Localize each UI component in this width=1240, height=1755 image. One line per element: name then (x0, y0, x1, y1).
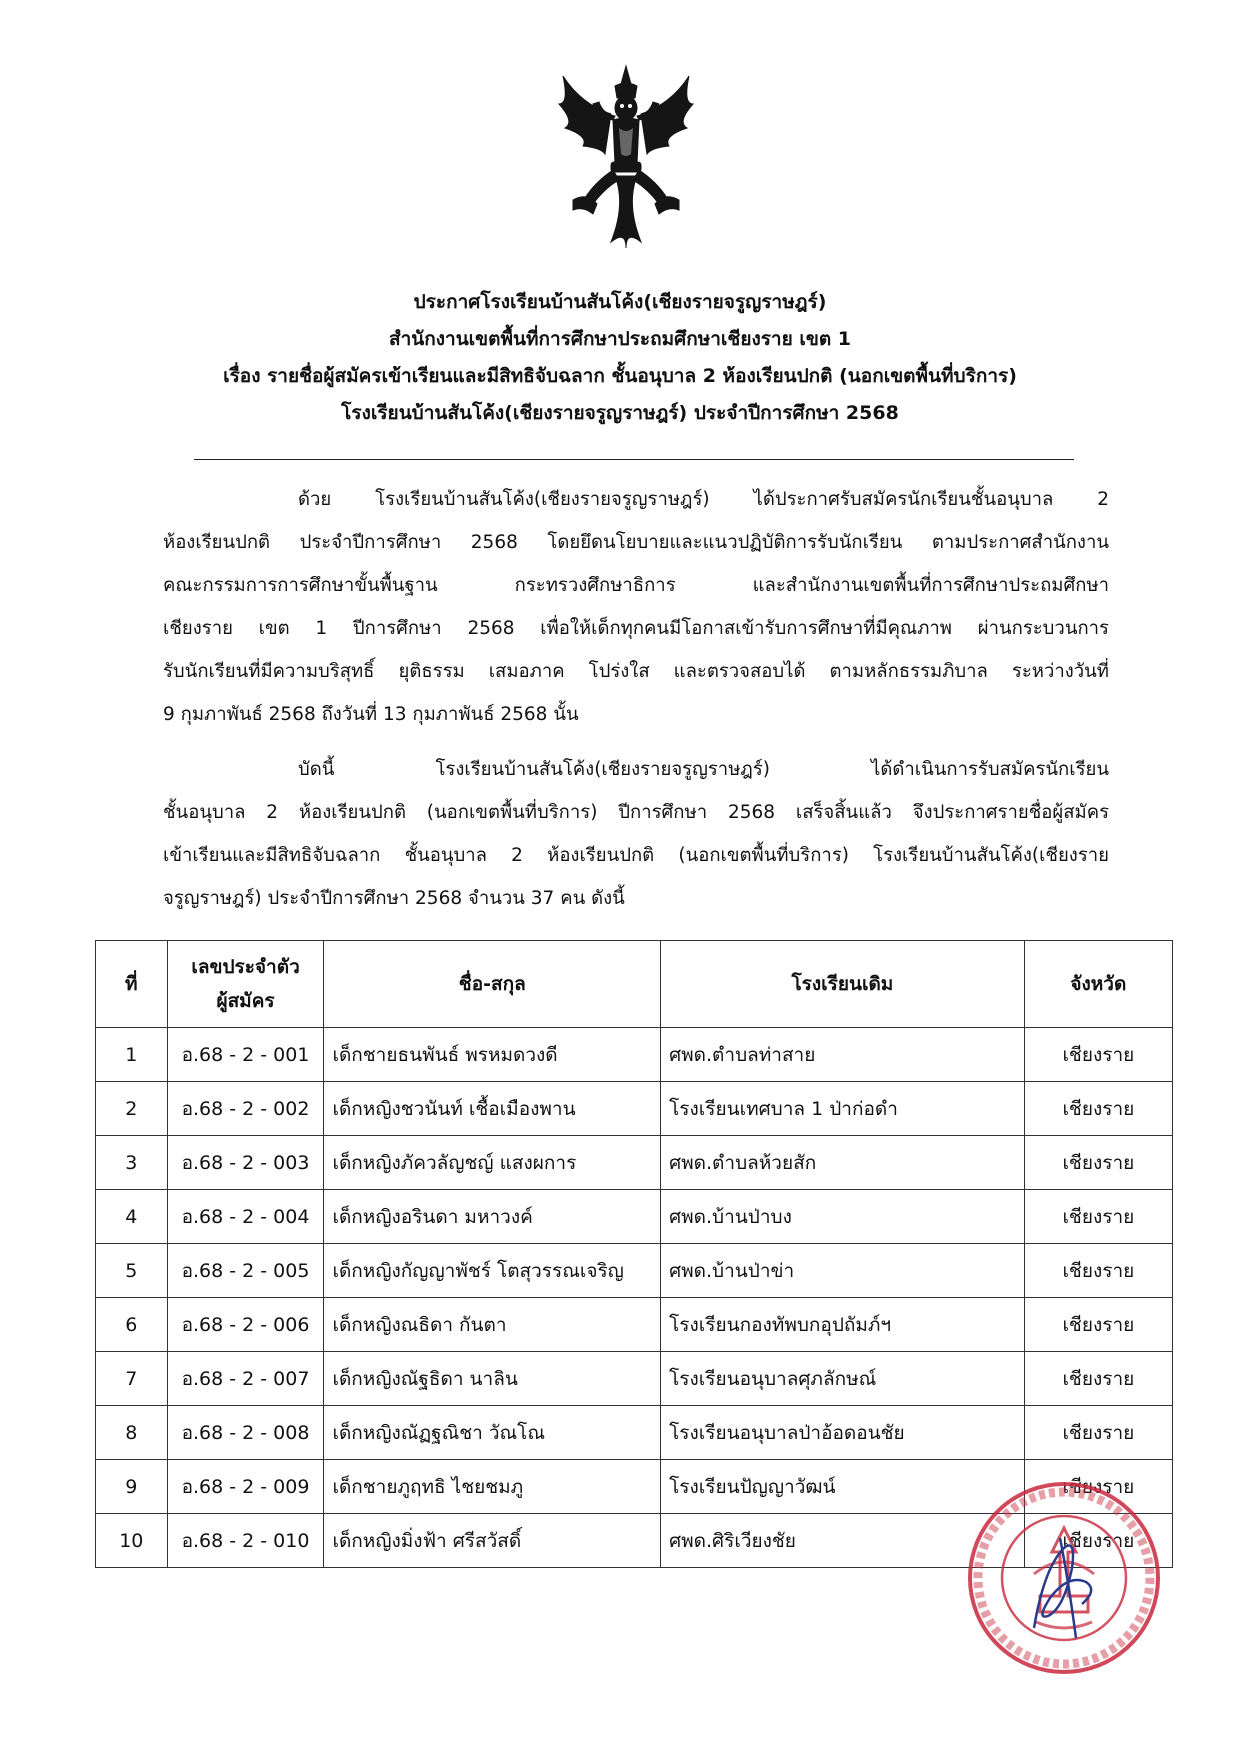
cell-applicant-id: อ.68 - 2 - 001 (167, 1028, 324, 1082)
announcement-body (163, 478, 1109, 920)
cell-previous-school: โรงเรียนอนุบาลป่าอ้อดอนชัย (661, 1406, 1025, 1460)
cell-no: 6 (96, 1298, 168, 1352)
header-province: จังหวัด (1024, 941, 1172, 1028)
cell-name: เด็กหญิงชวนันท์ เชื้อเมืองพาน (324, 1082, 661, 1136)
cell-province: เชียงราย (1024, 1352, 1172, 1406)
cell-name: เด็กหญิงมิ่งฟ้า ศรีสวัสดิ์ (324, 1514, 661, 1568)
cell-previous-school: ศพด.ศิริเวียงชัย (661, 1514, 1025, 1568)
table-header-row (96, 941, 1173, 1028)
cell-name: เด็กหญิงอรินดา มหาวงค์ (324, 1190, 661, 1244)
header-subject: เรื่อง รายชื่อผู้สมัครเข้าเรียนและมีสิทธิจับฉลาก ชั้นอนุบาล 2 ห้องเรียนปกติ (นอกเขตพื้นที่บริการ) (223, 365, 1017, 387)
cell-no: 1 (96, 1028, 168, 1082)
cell-name: เด็กชายภูฤทธิ ไชยชมภู (324, 1460, 661, 1514)
header-applicant-id (167, 941, 324, 1028)
garuda-emblem-icon (553, 64, 699, 248)
cell-previous-school: ศพด.ตำบลห้วยสัก (661, 1136, 1025, 1190)
cell-province: เชียงราย (1024, 1028, 1172, 1082)
cell-no: 8 (96, 1406, 168, 1460)
table-row (96, 1406, 1173, 1460)
school-seal-stamp-icon (964, 1478, 1164, 1678)
table-row (96, 1082, 1173, 1136)
paragraph-1-line: ด้วย โรงเรียนบ้านสันโค้ง(เชียงรายจรูญราษฎร์) ได้ประกาศรับสมัครนักเรียนชั้นอนุบาล 2 (298, 489, 1109, 510)
cell-no: 4 (96, 1190, 168, 1244)
paragraph-1-line: เชียงราย เขต 1 ปีการศึกษา 2568 เพื่อให้เด็กทุกคนมีโอกาสเข้ารับการศึกษาที่มีคุณภาพ ผ่านกระบวนการ (163, 618, 1109, 639)
cell-applicant-id: อ.68 - 2 - 010 (167, 1514, 324, 1568)
cell-applicant-id: อ.68 - 2 - 007 (167, 1352, 324, 1406)
cell-no: 5 (96, 1244, 168, 1298)
cell-province: เชียงราย (1024, 1460, 1172, 1514)
cell-applicant-id: อ.68 - 2 - 003 (167, 1136, 324, 1190)
table-row (96, 1298, 1173, 1352)
cell-name: เด็กหญิงณัฐธิดา นาลิน (324, 1352, 661, 1406)
header-applicant-id-line2: ผู้สมัคร (216, 990, 275, 1012)
cell-no: 7 (96, 1352, 168, 1406)
announcement-header (120, 284, 1120, 432)
cell-province: เชียงราย (1024, 1406, 1172, 1460)
cell-no: 3 (96, 1136, 168, 1190)
cell-applicant-id: อ.68 - 2 - 004 (167, 1190, 324, 1244)
paragraph-2-line: บัดนี้ โรงเรียนบ้านสันโค้ง(เชียงรายจรูญราษฎร์) ได้ดำเนินการรับสมัครนักเรียน (298, 759, 1109, 780)
table-row (96, 1244, 1173, 1298)
header-name: ชื่อ-สกุล (324, 941, 661, 1028)
cell-name: เด็กชายธนพันธ์ พรหมดวงดี (324, 1028, 661, 1082)
paragraph-2-line: เข้าเรียนและมีสิทธิจับฉลาก ชั้นอนุบาล 2 ห้องเรียนปกติ (นอกเขตพื้นที่บริการ) โรงเรียนบ้านสันโค้ง(เชียงราย (163, 845, 1109, 866)
cell-no: 10 (96, 1514, 168, 1568)
cell-province: เชียงราย (1024, 1190, 1172, 1244)
cell-no: 2 (96, 1082, 168, 1136)
header-office-title: สำนักงานเขตพื้นที่การศึกษาประถมศึกษาเชียงราย เขต 1 (388, 328, 852, 350)
cell-previous-school: โรงเรียนเทศบาล 1 ป่าก่อดำ (661, 1082, 1025, 1136)
table-row (96, 1352, 1173, 1406)
cell-previous-school: ศพด.บ้านป่าข่า (661, 1244, 1025, 1298)
paragraph-2-line: ชั้นอนุบาล 2 ห้องเรียนปกติ (นอกเขตพื้นที่บริการ) ปีการศึกษา 2568 เสร็จสิ้นแล้ว จึงประกาศรายชื่อผู้สมัคร (163, 802, 1109, 823)
header-no: ที่ (96, 941, 168, 1028)
paragraph-1-line: รับนักเรียนที่มีความบริสุทธิ์ ยุติธรรม เสมอภาค โปร่งใส และตรวจสอบได้ ตามหลักธรรมภิบาล ระหว่างวันที่ (163, 661, 1109, 682)
table-row (96, 1136, 1173, 1190)
paragraph-2-line: จรูญราษฎร์) ประจำปีการศึกษา 2568 จำนวน 37 คน ดังนี้ (163, 888, 625, 909)
cell-name: เด็กหญิงภัควลัญชญ์ แสงผการ (324, 1136, 661, 1190)
cell-previous-school: โรงเรียนปัญญาวัฒน์ (661, 1460, 1025, 1514)
cell-applicant-id: อ.68 - 2 - 008 (167, 1406, 324, 1460)
cell-previous-school: โรงเรียนอนุบาลศุภลักษณ์ (661, 1352, 1025, 1406)
header-divider (194, 459, 1074, 460)
header-applicant-id-line1: เลขประจำตัว (191, 956, 300, 978)
cell-previous-school: ศพด.บ้านป่าบง (661, 1190, 1025, 1244)
cell-previous-school: ศพด.ตำบลท่าสาย (661, 1028, 1025, 1082)
cell-no: 9 (96, 1460, 168, 1514)
cell-name: เด็กหญิงณธิดา กันตา (324, 1298, 661, 1352)
cell-province: เชียงราย (1024, 1514, 1172, 1568)
cell-applicant-id: อ.68 - 2 - 005 (167, 1244, 324, 1298)
cell-applicant-id: อ.68 - 2 - 006 (167, 1298, 324, 1352)
paragraph-1-line: ห้องเรียนปกติ ประจำปีการศึกษา 2568 โดยยึดนโยบายและแนวปฏิบัติการรับนักเรียน ตามประกาศสำนักงาน (163, 532, 1109, 553)
cell-province: เชียงราย (1024, 1298, 1172, 1352)
cell-province: เชียงราย (1024, 1244, 1172, 1298)
cell-name: เด็กหญิงณัฏฐณิชา วัณโณ (324, 1406, 661, 1460)
paragraph-1-line: คณะกรรมการการศึกษาขั้นพื้นฐาน กระทรวงศึกษาธิการ และสำนักงานเขตพื้นที่การศึกษาประถมศึกษา (163, 575, 1109, 596)
table-row (96, 1028, 1173, 1082)
table-row (96, 1190, 1173, 1244)
cell-name: เด็กหญิงกัญญาพัชร์ โตสุวรรณเจริญ (324, 1244, 661, 1298)
cell-applicant-id: อ.68 - 2 - 002 (167, 1082, 324, 1136)
applicant-table (95, 940, 1173, 1568)
cell-previous-school: โรงเรียนกองทัพบกอุปถัมภ์ฯ (661, 1298, 1025, 1352)
header-school-title: ประกาศโรงเรียนบ้านสันโค้ง(เชียงรายจรูญราษฎร์) (413, 291, 827, 313)
paragraph-1-line: 9 กุมภาพันธ์ 2568 ถึงวันที่ 13 กุมภาพันธ์ 2568 นั้น (163, 704, 579, 725)
cell-province: เชียงราย (1024, 1136, 1172, 1190)
header-previous-school: โรงเรียนเดิม (661, 941, 1025, 1028)
cell-applicant-id: อ.68 - 2 - 009 (167, 1460, 324, 1514)
header-school-year: โรงเรียนบ้านสันโค้ง(เชียงรายจรูญราษฎร์) ประจำปีการศึกษา 2568 (341, 402, 899, 424)
cell-province: เชียงราย (1024, 1082, 1172, 1136)
